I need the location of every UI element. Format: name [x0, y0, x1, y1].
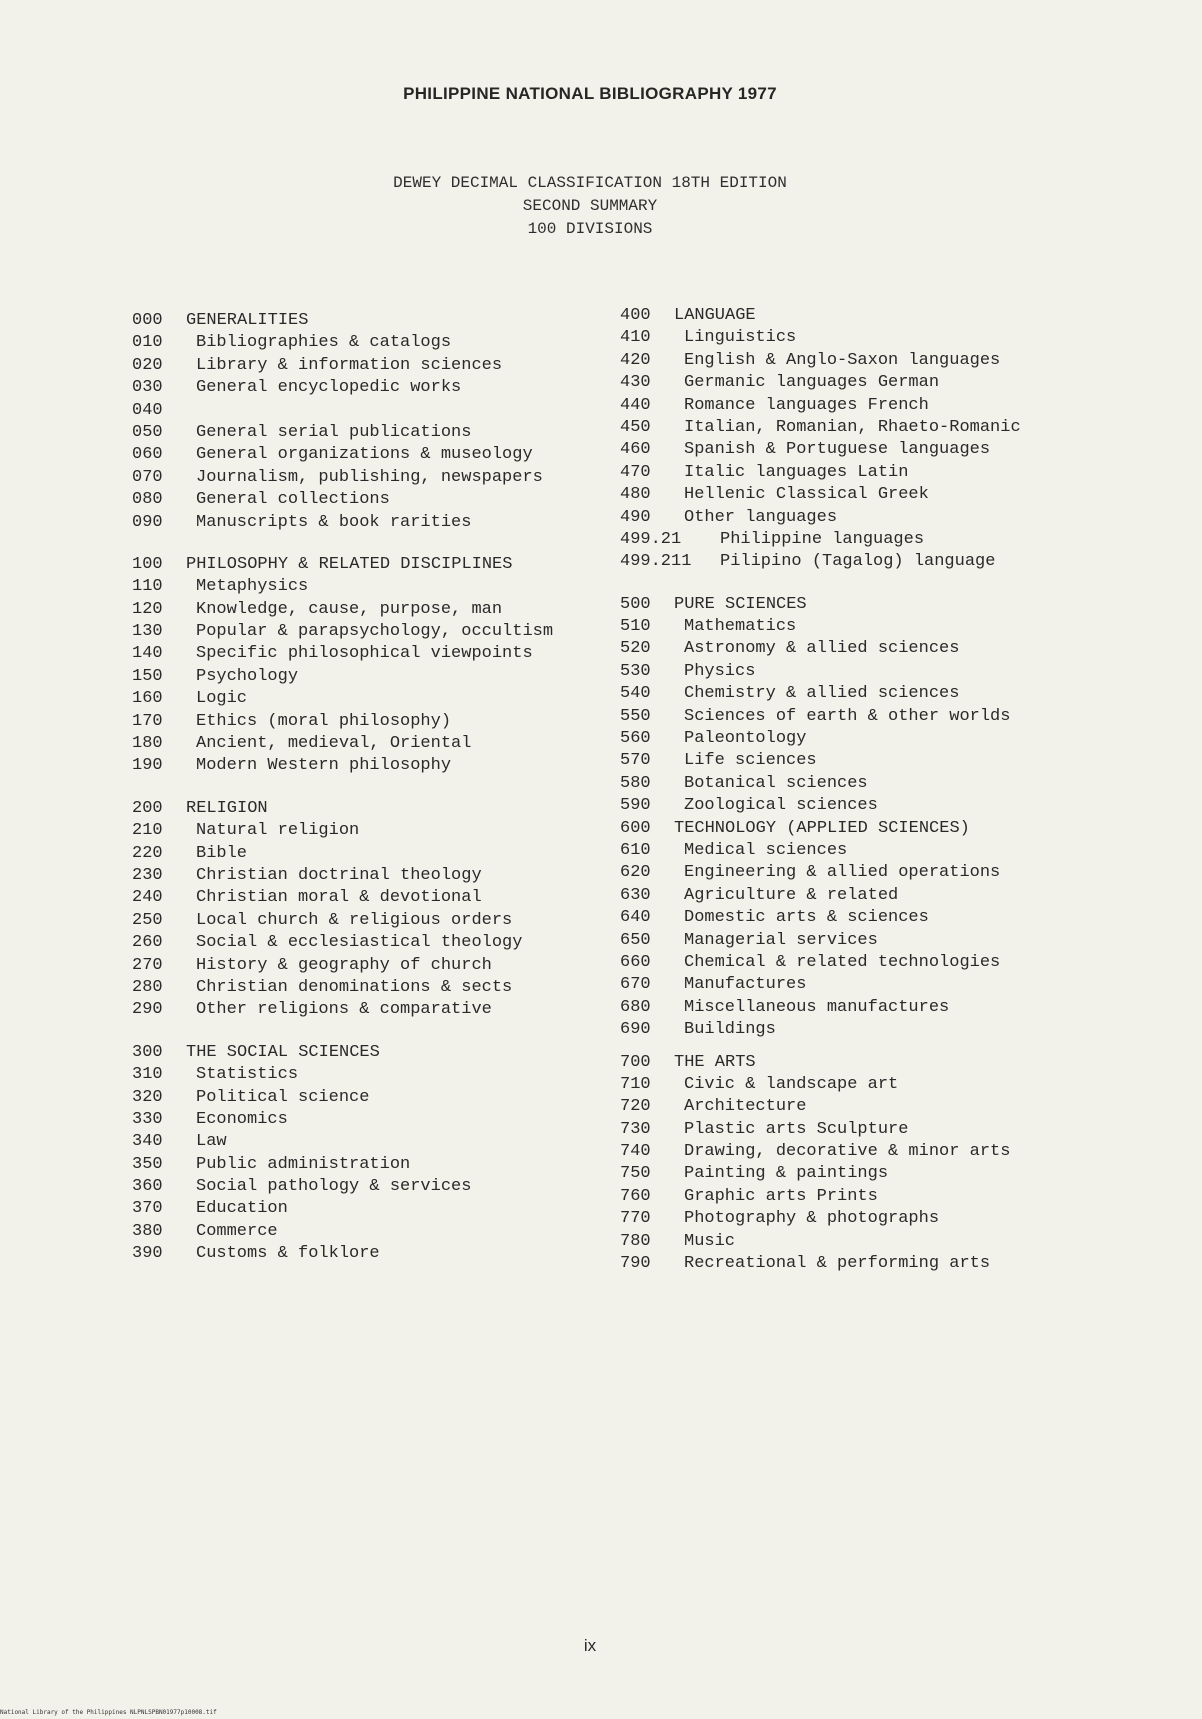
class-code: 500: [620, 594, 651, 614]
division-row: [620, 907, 1180, 929]
class-code: 170: [132, 711, 163, 731]
division-row: [132, 1131, 602, 1153]
class-code: 090: [132, 512, 163, 532]
division-row: [620, 1253, 1180, 1275]
class-heading-label: GENERALITIES: [186, 311, 309, 330]
class-code: 240: [132, 888, 163, 908]
division-row: [132, 444, 602, 466]
division-label: Germanic languages German: [684, 373, 940, 393]
division-label: Paleontology: [684, 729, 807, 749]
class-code: 020: [132, 355, 163, 375]
class-code: 210: [132, 821, 163, 841]
division-row: [620, 638, 1180, 660]
division-row: [620, 462, 1180, 484]
class-code: 790: [620, 1254, 651, 1274]
division-label: Library & information sciences: [196, 355, 503, 375]
division-label: Italic languages Latin: [684, 462, 909, 482]
section-gap: [620, 574, 1180, 594]
division-row: [132, 688, 602, 710]
division-label: Pilipino (Tagalog) language: [720, 552, 996, 572]
division-row: [620, 1231, 1180, 1253]
division-row: [620, 862, 1180, 884]
class-code: 130: [132, 622, 163, 642]
division-label: Italian, Romanian, Rhaeto-Romanic: [684, 417, 1021, 437]
class-code: 390: [132, 1244, 163, 1264]
class-code: 720: [620, 1097, 651, 1117]
class-code: 630: [620, 885, 651, 905]
division-label: Commerce: [196, 1221, 278, 1241]
division-label: Astronomy & allied sciences: [684, 639, 960, 659]
division-row: [620, 773, 1180, 795]
division-row: [132, 666, 602, 688]
division-label: Agriculture & related: [684, 885, 899, 905]
division-label: General collections: [196, 490, 390, 510]
division-label: Botanical sciences: [684, 773, 868, 793]
class-code: 760: [620, 1186, 651, 1206]
division-label: Christian doctrinal theology: [196, 865, 482, 885]
class-code: 450: [620, 417, 651, 437]
division-label: General serial publications: [196, 422, 472, 442]
division-row: [620, 529, 1180, 551]
division-row: [132, 355, 602, 377]
class-code: 370: [132, 1199, 163, 1219]
class-code: 220: [132, 843, 163, 863]
subtitle-line-3: 100 DIVISIONS: [527, 220, 653, 238]
division-label: Photography & photographs: [684, 1209, 940, 1229]
division-label: Managerial services: [684, 930, 878, 950]
class-heading-row: [132, 798, 602, 820]
division-row: [132, 1087, 602, 1109]
division-label: Christian moral & devotional: [196, 888, 482, 908]
class-heading-label: TECHNOLOGY (APPLIED SCIENCES): [674, 818, 970, 838]
division-label: Architecture: [684, 1097, 807, 1117]
class-heading-label: PURE SCIENCES: [674, 594, 807, 614]
division-row: [132, 643, 602, 665]
division-row: [132, 977, 602, 999]
class-code: 100: [132, 554, 163, 574]
division-label: Metaphysics: [196, 577, 309, 597]
class-heading-row: [620, 594, 1180, 616]
class-code: 040: [132, 400, 163, 420]
division-row: [132, 711, 602, 733]
division-row: [620, 750, 1180, 772]
division-label: Christian denominations & sects: [196, 977, 513, 997]
division-row: [132, 865, 602, 887]
division-label: Bibliographies & catalogs: [196, 333, 452, 353]
division-label: Sciences of earth & other worlds: [684, 706, 1011, 726]
class-code: 410: [620, 328, 651, 348]
page-title: PHILIPPINE NATIONAL BIBLIOGRAPHY 1977: [403, 84, 777, 103]
class-code: 420: [620, 350, 651, 370]
class-heading-row: [132, 1042, 602, 1064]
division-label: Psychology: [196, 666, 299, 686]
class-code: 180: [132, 734, 163, 754]
left-classification-column: [132, 310, 602, 1266]
class-heading-label: PHILOSOPHY & RELATED DISCIPLINES: [186, 554, 513, 574]
class-code: 550: [620, 706, 651, 726]
division-row: [132, 1064, 602, 1086]
class-code: 310: [132, 1065, 163, 1085]
division-label: General encyclopedic works: [196, 378, 462, 398]
class-code: 030: [132, 378, 163, 398]
class-code: 360: [132, 1177, 163, 1197]
division-row: [620, 728, 1180, 750]
division-row: [620, 1074, 1180, 1096]
class-code: 260: [132, 933, 163, 953]
division-label: Civic & landscape art: [684, 1074, 899, 1094]
division-row: [620, 661, 1180, 683]
division-label: Spanish & Portuguese languages: [684, 440, 991, 460]
class-code: 280: [132, 977, 163, 997]
division-label: History & geography of church: [196, 955, 492, 975]
division-row: [620, 507, 1180, 529]
section-gap: [132, 534, 602, 554]
division-row: [132, 400, 602, 422]
subtitle-line-2: SECOND SUMMARY: [522, 197, 658, 215]
class-heading-label: RELIGION: [186, 798, 268, 818]
division-row: [620, 885, 1180, 907]
class-code: 470: [620, 462, 651, 482]
subtitle-line-1: DEWEY DECIMAL CLASSIFICATION 18TH EDITION: [393, 174, 787, 192]
division-row: [620, 706, 1180, 728]
division-label: Bible: [196, 843, 248, 863]
class-code: 780: [620, 1231, 651, 1251]
division-row: [132, 843, 602, 865]
division-label: Customs & folklore: [196, 1244, 380, 1264]
class-code: 250: [132, 910, 163, 930]
class-code: 740: [620, 1142, 651, 1162]
division-row: [620, 683, 1180, 705]
division-row: [620, 952, 1180, 974]
class-code: 499.211: [620, 552, 692, 572]
division-row: [620, 350, 1180, 372]
class-code: 640: [620, 908, 651, 928]
class-code: 590: [620, 796, 651, 816]
division-row: [132, 932, 602, 954]
class-code: 560: [620, 729, 651, 749]
class-code: 540: [620, 684, 651, 704]
class-code: 300: [132, 1042, 163, 1062]
class-code: 770: [620, 1209, 651, 1229]
division-label: Knowledge, cause, purpose, man: [196, 599, 503, 619]
division-label: Buildings: [684, 1020, 776, 1040]
division-row: [620, 840, 1180, 862]
class-code: 670: [620, 975, 651, 995]
division-row: [132, 755, 602, 777]
division-label: Manufactures: [684, 975, 807, 995]
class-code: 700: [620, 1052, 651, 1072]
class-code: 330: [132, 1109, 163, 1129]
class-heading-row: [132, 554, 602, 576]
division-row: [132, 576, 602, 598]
class-heading-row: [620, 1052, 1180, 1074]
class-code: 350: [132, 1154, 163, 1174]
division-label: Hellenic Classical Greek: [684, 485, 929, 505]
class-code: 750: [620, 1164, 651, 1184]
class-heading-label: THE SOCIAL SCIENCES: [186, 1042, 380, 1062]
division-row: [620, 974, 1180, 996]
division-row: [620, 372, 1180, 394]
section-gap: [132, 778, 602, 798]
class-code: 230: [132, 865, 163, 885]
division-label: Law: [196, 1132, 227, 1152]
class-code: 400: [620, 306, 651, 325]
division-row: [620, 417, 1180, 439]
class-code: 010: [132, 333, 163, 353]
division-label: Ethics (moral philosophy): [196, 711, 452, 731]
class-code: 510: [620, 617, 651, 637]
division-row: [620, 1186, 1180, 1208]
class-code: 480: [620, 485, 651, 505]
division-row: [620, 1163, 1180, 1185]
division-row: [132, 955, 602, 977]
division-label: Engineering & allied operations: [684, 863, 1001, 883]
division-label: Manuscripts & book rarities: [196, 512, 472, 532]
division-label: Logic: [196, 689, 248, 709]
division-label: Ancient, medieval, Oriental: [196, 734, 472, 754]
division-row: [132, 332, 602, 354]
division-row: [132, 599, 602, 621]
class-code: 200: [132, 798, 163, 818]
scan-footer: National Library of the Philippines NLPNLSPBN01977p10008.tif: [0, 1709, 217, 1716]
division-label: Painting & paintings: [684, 1164, 889, 1184]
class-code: 660: [620, 952, 651, 972]
division-label: Domestic arts & sciences: [684, 908, 929, 928]
division-label: Plastic arts Sculpture: [684, 1119, 909, 1139]
class-code: 460: [620, 440, 651, 460]
division-row: [132, 887, 602, 909]
class-code: 730: [620, 1119, 651, 1139]
class-code: 650: [620, 930, 651, 950]
division-row: [132, 733, 602, 755]
class-code: 610: [620, 840, 651, 860]
class-code: 150: [132, 666, 163, 686]
division-label: Local church & religious orders: [196, 910, 513, 930]
class-code: 340: [132, 1132, 163, 1152]
division-row: [132, 512, 602, 534]
division-row: [620, 930, 1180, 952]
class-code: 270: [132, 955, 163, 975]
class-code: 380: [132, 1221, 163, 1241]
division-label: Political science: [196, 1087, 370, 1107]
division-label: Chemical & related technologies: [684, 952, 1001, 972]
class-code: 620: [620, 863, 651, 883]
page-number: ix: [583, 1636, 597, 1655]
division-label: Other religions & comparative: [196, 1000, 492, 1020]
division-row: [620, 327, 1180, 349]
division-row: [620, 484, 1180, 506]
division-label: Education: [196, 1199, 288, 1219]
class-code: 060: [132, 445, 163, 465]
division-label: Medical sciences: [684, 840, 848, 860]
division-label: Public administration: [196, 1154, 411, 1174]
division-label: Drawing, decorative & minor arts: [684, 1142, 1011, 1162]
division-label: English & Anglo-Saxon languages: [684, 350, 1001, 370]
division-row: [132, 489, 602, 511]
class-code: 430: [620, 373, 651, 393]
division-label: Popular & parapsychology, occultism: [196, 622, 554, 642]
class-code: 440: [620, 395, 651, 415]
class-code: 710: [620, 1074, 651, 1094]
division-row: [620, 1119, 1180, 1141]
division-label: Graphic arts Prints: [684, 1186, 878, 1206]
division-label: Modern Western philosophy: [196, 756, 452, 776]
class-heading-row: [132, 310, 602, 332]
class-code: 320: [132, 1087, 163, 1107]
section-gap: [132, 1022, 602, 1042]
class-code: 499.21: [620, 529, 682, 549]
division-label: Social & ecclesiastical theology: [196, 933, 523, 953]
division-label: Life sciences: [684, 751, 817, 771]
division-row: [132, 1198, 602, 1220]
class-code: 580: [620, 773, 651, 793]
division-label: Natural religion: [196, 821, 360, 841]
division-row: [620, 1019, 1180, 1041]
division-label: Economics: [196, 1109, 288, 1129]
division-row: [132, 1109, 602, 1131]
division-row: [620, 616, 1180, 638]
division-label: Linguistics: [684, 328, 797, 348]
class-code: 520: [620, 639, 651, 659]
division-label: Specific philosophical viewpoints: [196, 644, 533, 664]
division-label: Social pathology & services: [196, 1177, 472, 1197]
division-label: Recreational & performing arts: [684, 1254, 991, 1274]
division-row: [132, 1221, 602, 1243]
class-heading-label: LANGUAGE: [674, 306, 756, 325]
division-row: [620, 1141, 1180, 1163]
class-code: 080: [132, 490, 163, 510]
division-label: Other languages: [684, 507, 838, 527]
class-code: 570: [620, 751, 651, 771]
class-code: 690: [620, 1020, 651, 1040]
division-label: Music: [684, 1231, 736, 1251]
division-row: [620, 1096, 1180, 1118]
class-code: 000: [132, 311, 163, 330]
class-code: 160: [132, 689, 163, 709]
class-code: 140: [132, 644, 163, 664]
class-code: 680: [620, 997, 651, 1017]
division-row: [132, 467, 602, 489]
class-code: 600: [620, 818, 651, 838]
division-row: [132, 1154, 602, 1176]
class-code: 070: [132, 467, 163, 487]
class-code: 490: [620, 507, 651, 527]
class-heading-row: [620, 305, 1180, 327]
division-label: Journalism, publishing, newspapers: [196, 467, 543, 487]
division-label: Statistics: [196, 1065, 299, 1085]
division-label: Zoological sciences: [684, 796, 878, 816]
division-label: Miscellaneous manufactures: [684, 997, 950, 1017]
division-row: [620, 439, 1180, 461]
division-row: [132, 910, 602, 932]
division-row: [132, 621, 602, 643]
division-row: [620, 997, 1180, 1019]
right-classification-column: [620, 305, 1180, 1275]
division-label: Romance languages French: [684, 395, 929, 415]
division-label: Philippine languages: [720, 529, 925, 549]
class-code: 050: [132, 422, 163, 442]
division-row: [620, 551, 1180, 573]
class-code: 530: [620, 661, 651, 681]
division-row: [620, 1208, 1180, 1230]
division-row: [132, 377, 602, 399]
division-row: [132, 1176, 602, 1198]
division-row: [132, 422, 602, 444]
class-code: 190: [132, 756, 163, 776]
division-row: [132, 999, 602, 1021]
section-gap: [620, 1042, 1180, 1052]
class-code: 120: [132, 599, 163, 619]
division-label: Mathematics: [684, 617, 797, 637]
class-code: 110: [132, 577, 163, 597]
division-label: General organizations & museology: [196, 445, 533, 465]
division-row: [132, 820, 602, 842]
division-label: Chemistry & allied sciences: [684, 684, 960, 704]
division-row: [620, 795, 1180, 817]
class-heading-row: [620, 818, 1180, 840]
division-label: Physics: [684, 661, 756, 681]
division-row: [132, 1243, 602, 1265]
class-code: 290: [132, 1000, 163, 1020]
class-heading-label: THE ARTS: [674, 1052, 756, 1072]
division-row: [620, 395, 1180, 417]
